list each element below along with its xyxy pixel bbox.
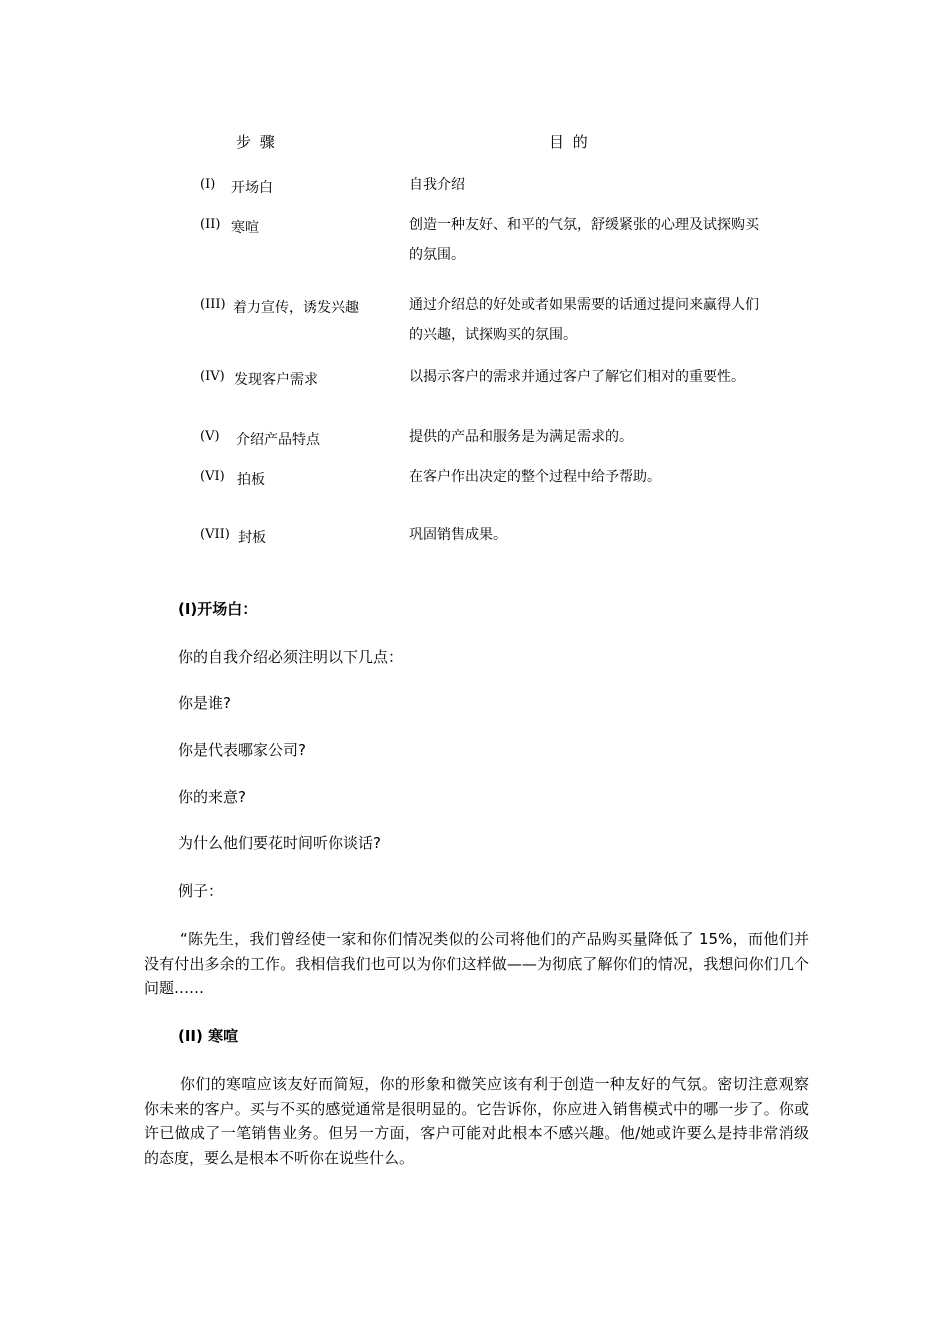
step-number: (I)	[200, 177, 216, 192]
step-number: (IV)	[200, 369, 225, 384]
step-name: 拍板	[237, 472, 265, 488]
body-paragraph: 你们的寒喧应该友好而简短，你的形象和微笑应该有利于创造一种友好的气氛。密切注意观察你未来的客户。买与不买的感觉通常是很明显的。它告诉你，你应进入销售模式中的哪一步了。你或许已做成了一笔销售业务。但另一方面，客户可能对此根本不感兴趣。他/她或许要么是持非常消级的态度，要么是根本不听你在说些什么。	[144, 1075, 809, 1167]
step-name: 寒喧	[231, 220, 259, 236]
list-item: 你的来意?	[178, 788, 246, 806]
example-paragraph: “陈先生，我们曾经使一家和你们情况类似的公司将他们的产品购买量降低了 15%，而他们并没有付出多余的工作。我相信我们也可以为你们这样做——为彻底了解你们的情况，我想问你们几个问题……	[144, 930, 809, 997]
section-heading: (I)开场白：	[178, 600, 258, 618]
step-purpose: 创造一种友好、和平的气氛，舒缓紧张的心理及试探购买的氛围。	[409, 217, 759, 263]
step-name: 介绍产品特点	[236, 432, 320, 448]
step-name: 发现客户需求	[234, 372, 318, 388]
step-purpose: 以揭示客户的需求并通过客户了解它们相对的重要性。	[409, 369, 745, 385]
step-purpose: 在客户作出决定的整个过程中给予帮助。	[409, 469, 661, 485]
step-purpose: 提供的产品和服务是为满足需求的。	[409, 429, 633, 445]
section-heading: (II) 寒喧	[178, 1027, 239, 1045]
intro-text: 你的自我介绍必须注明以下几点：	[178, 648, 404, 666]
list-item: 你是谁?	[178, 694, 231, 712]
list-item: 你是代表哪家公司?	[178, 741, 306, 759]
table-header-step: 步 骤	[236, 133, 277, 151]
step-name: 着力宣传，诱发兴趣	[233, 300, 359, 316]
step-number: (VII)	[200, 527, 230, 542]
step-purpose: 巩固销售成果。	[409, 527, 507, 543]
step-purpose: 通过介绍总的好处或者如果需要的话通过提问来赢得人们的兴趣，试探购买的氛围。	[409, 297, 759, 343]
step-purpose: 自我介绍	[409, 177, 465, 193]
step-number: (III)	[200, 297, 226, 312]
step-number: (V)	[200, 429, 220, 444]
step-number: (VI)	[200, 469, 225, 484]
table-header-purpose: 目 的	[549, 133, 590, 151]
example-label: 例子：	[178, 882, 224, 900]
step-number: (II)	[200, 217, 221, 232]
step-name: 开场白	[231, 180, 273, 196]
list-item: 为什么他们要花时间听你谈话?	[178, 834, 381, 852]
step-name: 封板	[238, 530, 266, 546]
